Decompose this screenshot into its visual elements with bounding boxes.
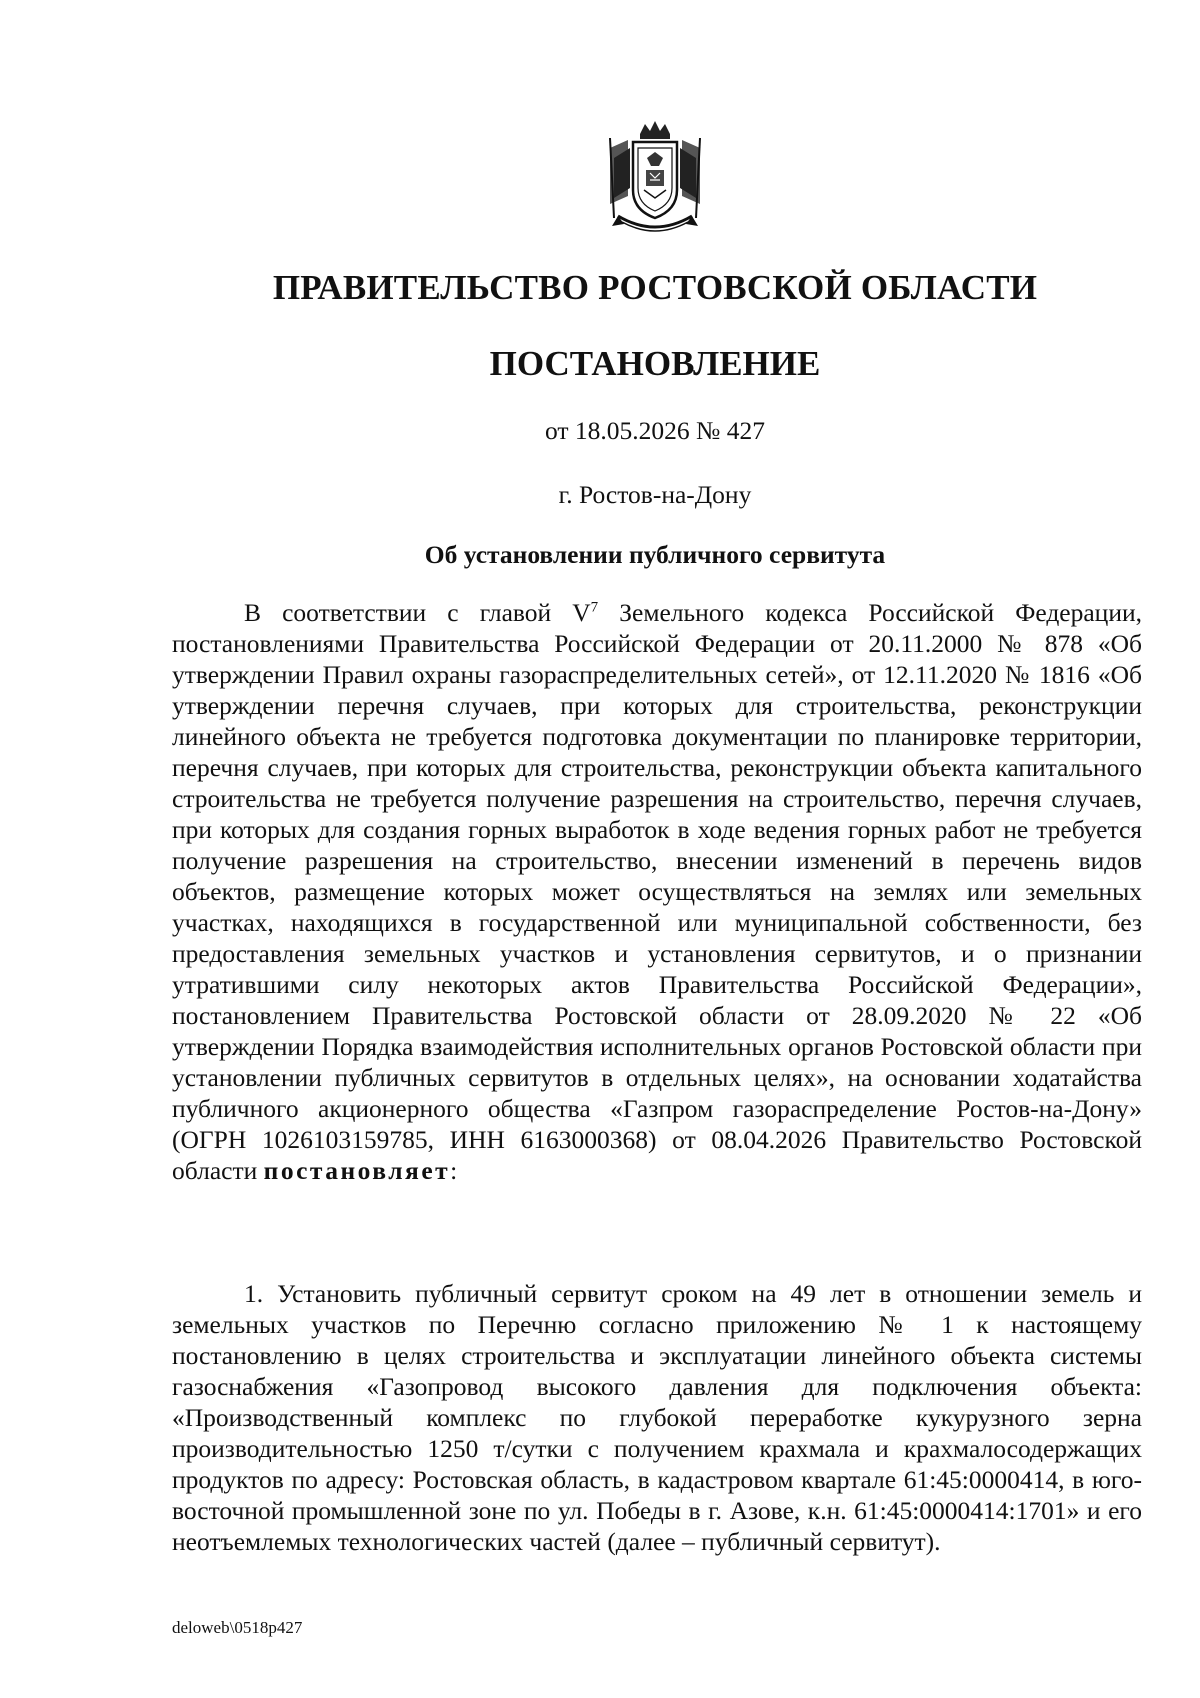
chapter-superscript: 7	[590, 599, 599, 616]
preamble-text-body: Земельного кодекса Российской Федерации, постановлениями Правительства Российской Федерации от 20.11.2000 № 878 «Об утверждении Правил охраны газораспределительных сетей», от 12.11.2020 № 1816 «Об утверждении перечня случаев, при которых для строительства, реконструкции линейного объекта не требуется подготовка документации по планировке территории, перечня случаев, при которых для строительства, реконструкции объекта капитального строительства не требуется получение разрешения на строительство, перечня случаев, при которых для создания горных выработок в ходе ведения горных работ не требуется получение разрешения на строительство, внесении изменений в перечень видов объектов, размещение которых может осуществляться на землях или земельных участках, находящихся в государственной или муниципальной собственности, без предоставления земельных участков и установления сервитутов, и о признании утратившими силу некоторых актов Правительства Российской Федерации», постановлением Правительства Ростовской области от 28.09.2020 № 22 «Об утверждении Порядка взаимодействия исполнительных органов Ростовской области при установлении публичных сервитутов в отдельных целях», на основании ходатайства публичного акционерного общества «Газпром газораспределение Ростов-на-Дону» (ОГРН 1026103159785, ИНН 6163000368) от 08.04.2026 Правительство Ростовской области	[172, 598, 1142, 1185]
coat-of-arms-icon	[600, 118, 710, 240]
decree-word: постановляет	[263, 1156, 451, 1185]
preamble-paragraph	[172, 597, 1142, 1186]
document-type: ПОСТАНОВЛЕНИЕ	[489, 344, 821, 383]
item-1-paragraph: 1. Установить публичный сервитут сроком на 49 лет в отношении земель и земельных участков по Перечню согласно приложению № 1 к настоящему постановлению в целях строительства и эксплуатации линейного объекта системы газоснабжения «Газопровод высокого давления для подключения объекта: «Производственный комплекс по глубокой переработке кукурузного зерна производительностью 1250 т/сутки с получением крахмала и крахмалосодержащих продуктов по адресу: Ростовская область, в кадастровом квартале 61:45:0000414, в юго-восточной промышленной зоне по ул. Победы в г. Азове, к.н. 61:45:0000414:1701» и его неотъемлемых технологических частей (далее – публичный сервитут).	[172, 1279, 1142, 1556]
organization-title: ПРАВИТЕЛЬСТВО РОСТОВСКОЙ ОБЛАСТИ	[272, 268, 1038, 307]
decree-colon: :	[450, 1156, 458, 1185]
document-footer-code: deloweb\0518p427	[172, 1618, 303, 1637]
document-city: г. Ростов-на-Дону	[558, 480, 752, 509]
document-title: Об установлении публичного сервитута	[424, 540, 886, 569]
document-date-number: от 18.05.2026 № 427	[544, 416, 765, 445]
preamble-text-start: В соответствии с главой V	[244, 598, 591, 627]
